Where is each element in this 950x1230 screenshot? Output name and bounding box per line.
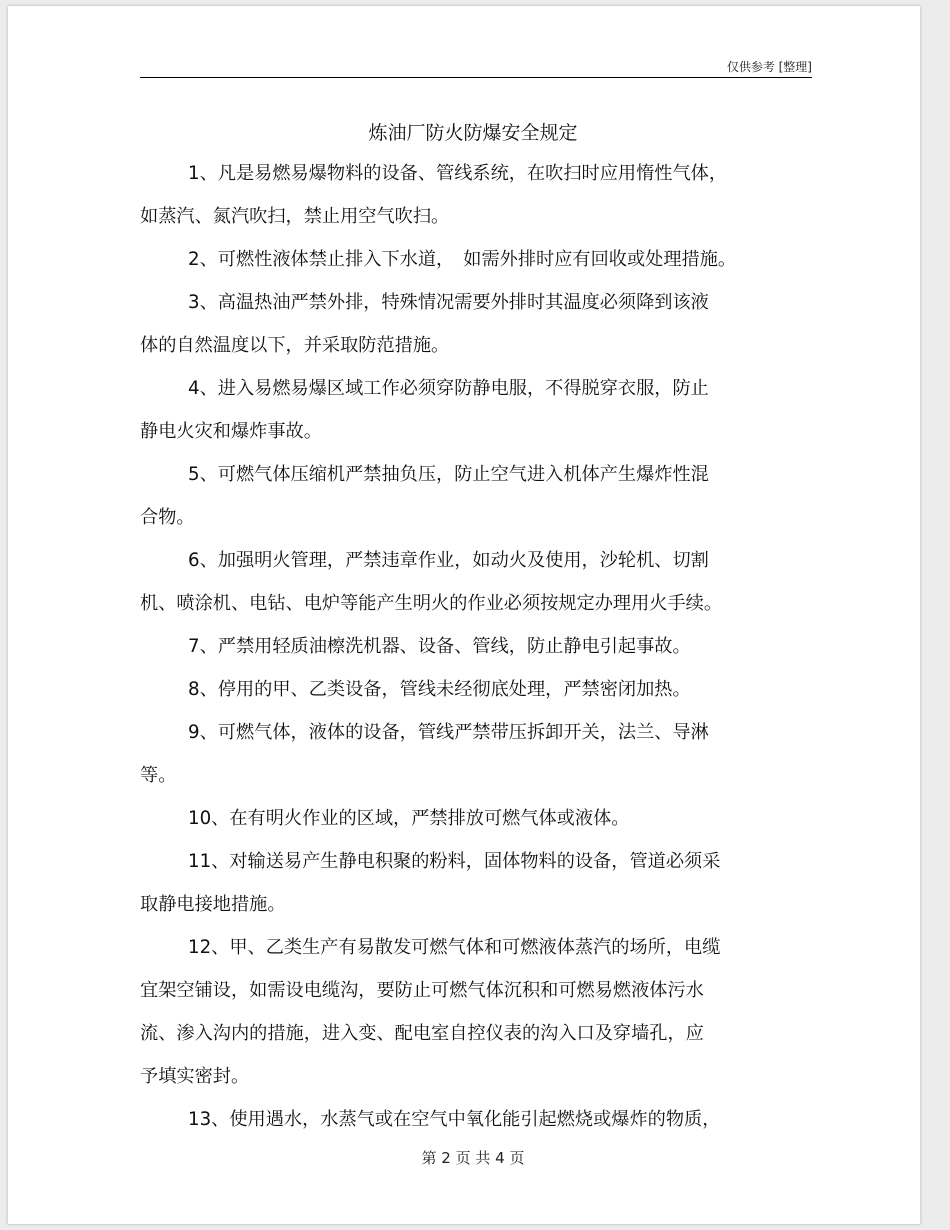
- text-line: 3、高温热油严禁外排，特殊情况需要外排时其温度必须降到该液: [188, 292, 709, 313]
- text-line: 9、可燃气体，液体的设备，管线严禁带压拆卸开关，法兰、导淋: [188, 722, 709, 743]
- text-line: 4、进入易燃易爆区域工作必须穿防静电服，不得脱穿衣服，防止: [188, 378, 709, 399]
- text-line: 予填实密封。: [140, 1066, 250, 1087]
- text-line: 流、渗入沟内的措施，进入变、配电室自控仪表的沟入口及穿墙孔，应: [140, 1023, 704, 1044]
- clause-paragraph: [140, 797, 800, 840]
- clause-paragraph: [140, 926, 800, 1098]
- clause-paragraph: [140, 453, 800, 539]
- text-line: 如蒸汽、氮汽吹扫，禁止用空气吹扫。: [140, 206, 450, 227]
- clause-paragraph: [140, 238, 800, 281]
- text-line: 静电火灾和爆炸事故。: [140, 421, 322, 442]
- document-page: [8, 6, 920, 1224]
- page-header: 仅供参考 [整理]: [726, 60, 812, 74]
- clause-paragraph: [140, 625, 800, 668]
- text-line: 机、喷涂机、电钻、电炉等能产生明火的作业必须按规定办理用火手续。: [140, 593, 723, 614]
- text-line: 2、可燃性液体禁止排入下水道， 如需外排时应有回收或处理措施。: [188, 249, 737, 270]
- text-line: 13、使用遇水，水蒸气或在空气中氧化能引起燃烧或爆炸的物质，: [188, 1109, 721, 1130]
- clause-paragraph: [140, 840, 800, 926]
- document-body: [140, 152, 800, 1141]
- text-line: 合物。: [140, 507, 195, 528]
- text-line: 8、停用的甲、乙类设备，管线未经彻底处理，严禁密闭加热。: [188, 679, 691, 700]
- text-line: 1、凡是易燃易爆物料的设备、管线系统，在吹扫时应用惰性气体，: [188, 163, 728, 184]
- clause-paragraph: [140, 367, 800, 453]
- clause-paragraph: [140, 281, 800, 367]
- clause-paragraph: [140, 711, 800, 797]
- clause-paragraph: [140, 539, 800, 625]
- text-line: 宜架空铺设，如需设电缆沟，要防止可燃气体沉积和可燃易燃液体污水: [140, 980, 704, 1001]
- text-line: 12、甲、乙类生产有易散发可燃气体和可燃液体蒸汽的场所，电缆: [188, 937, 721, 958]
- clause-paragraph: [140, 152, 800, 238]
- clause-paragraph: [140, 668, 800, 711]
- text-line: 7、严禁用轻质油檫洗机器、设备、管线，防止静电引起事故。: [188, 636, 691, 657]
- page-footer: 第 2 页 共 4 页: [421, 1149, 525, 1167]
- text-line: 取静电接地措施。: [140, 894, 286, 915]
- document-title: 炼油厂防火防爆安全规定: [368, 122, 578, 144]
- text-line: 体的自然温度以下，并采取防范措施。: [140, 335, 450, 356]
- text-line: 11、对输送易产生静电积聚的粉料，固体物料的设备，管道必须采: [188, 851, 721, 872]
- text-line: 6、加强明火管理，严禁违章作业，如动火及使用，沙轮机、切割: [188, 550, 709, 571]
- text-line: 10、在有明火作业的区域，严禁排放可燃气体或液体。: [188, 808, 630, 829]
- text-line: 等。: [140, 765, 177, 786]
- header-rule: [140, 77, 812, 78]
- clause-paragraph: [140, 1098, 800, 1141]
- text-line: 5、可燃气体压缩机严禁抽负压，防止空气进入机体产生爆炸性混: [188, 464, 709, 485]
